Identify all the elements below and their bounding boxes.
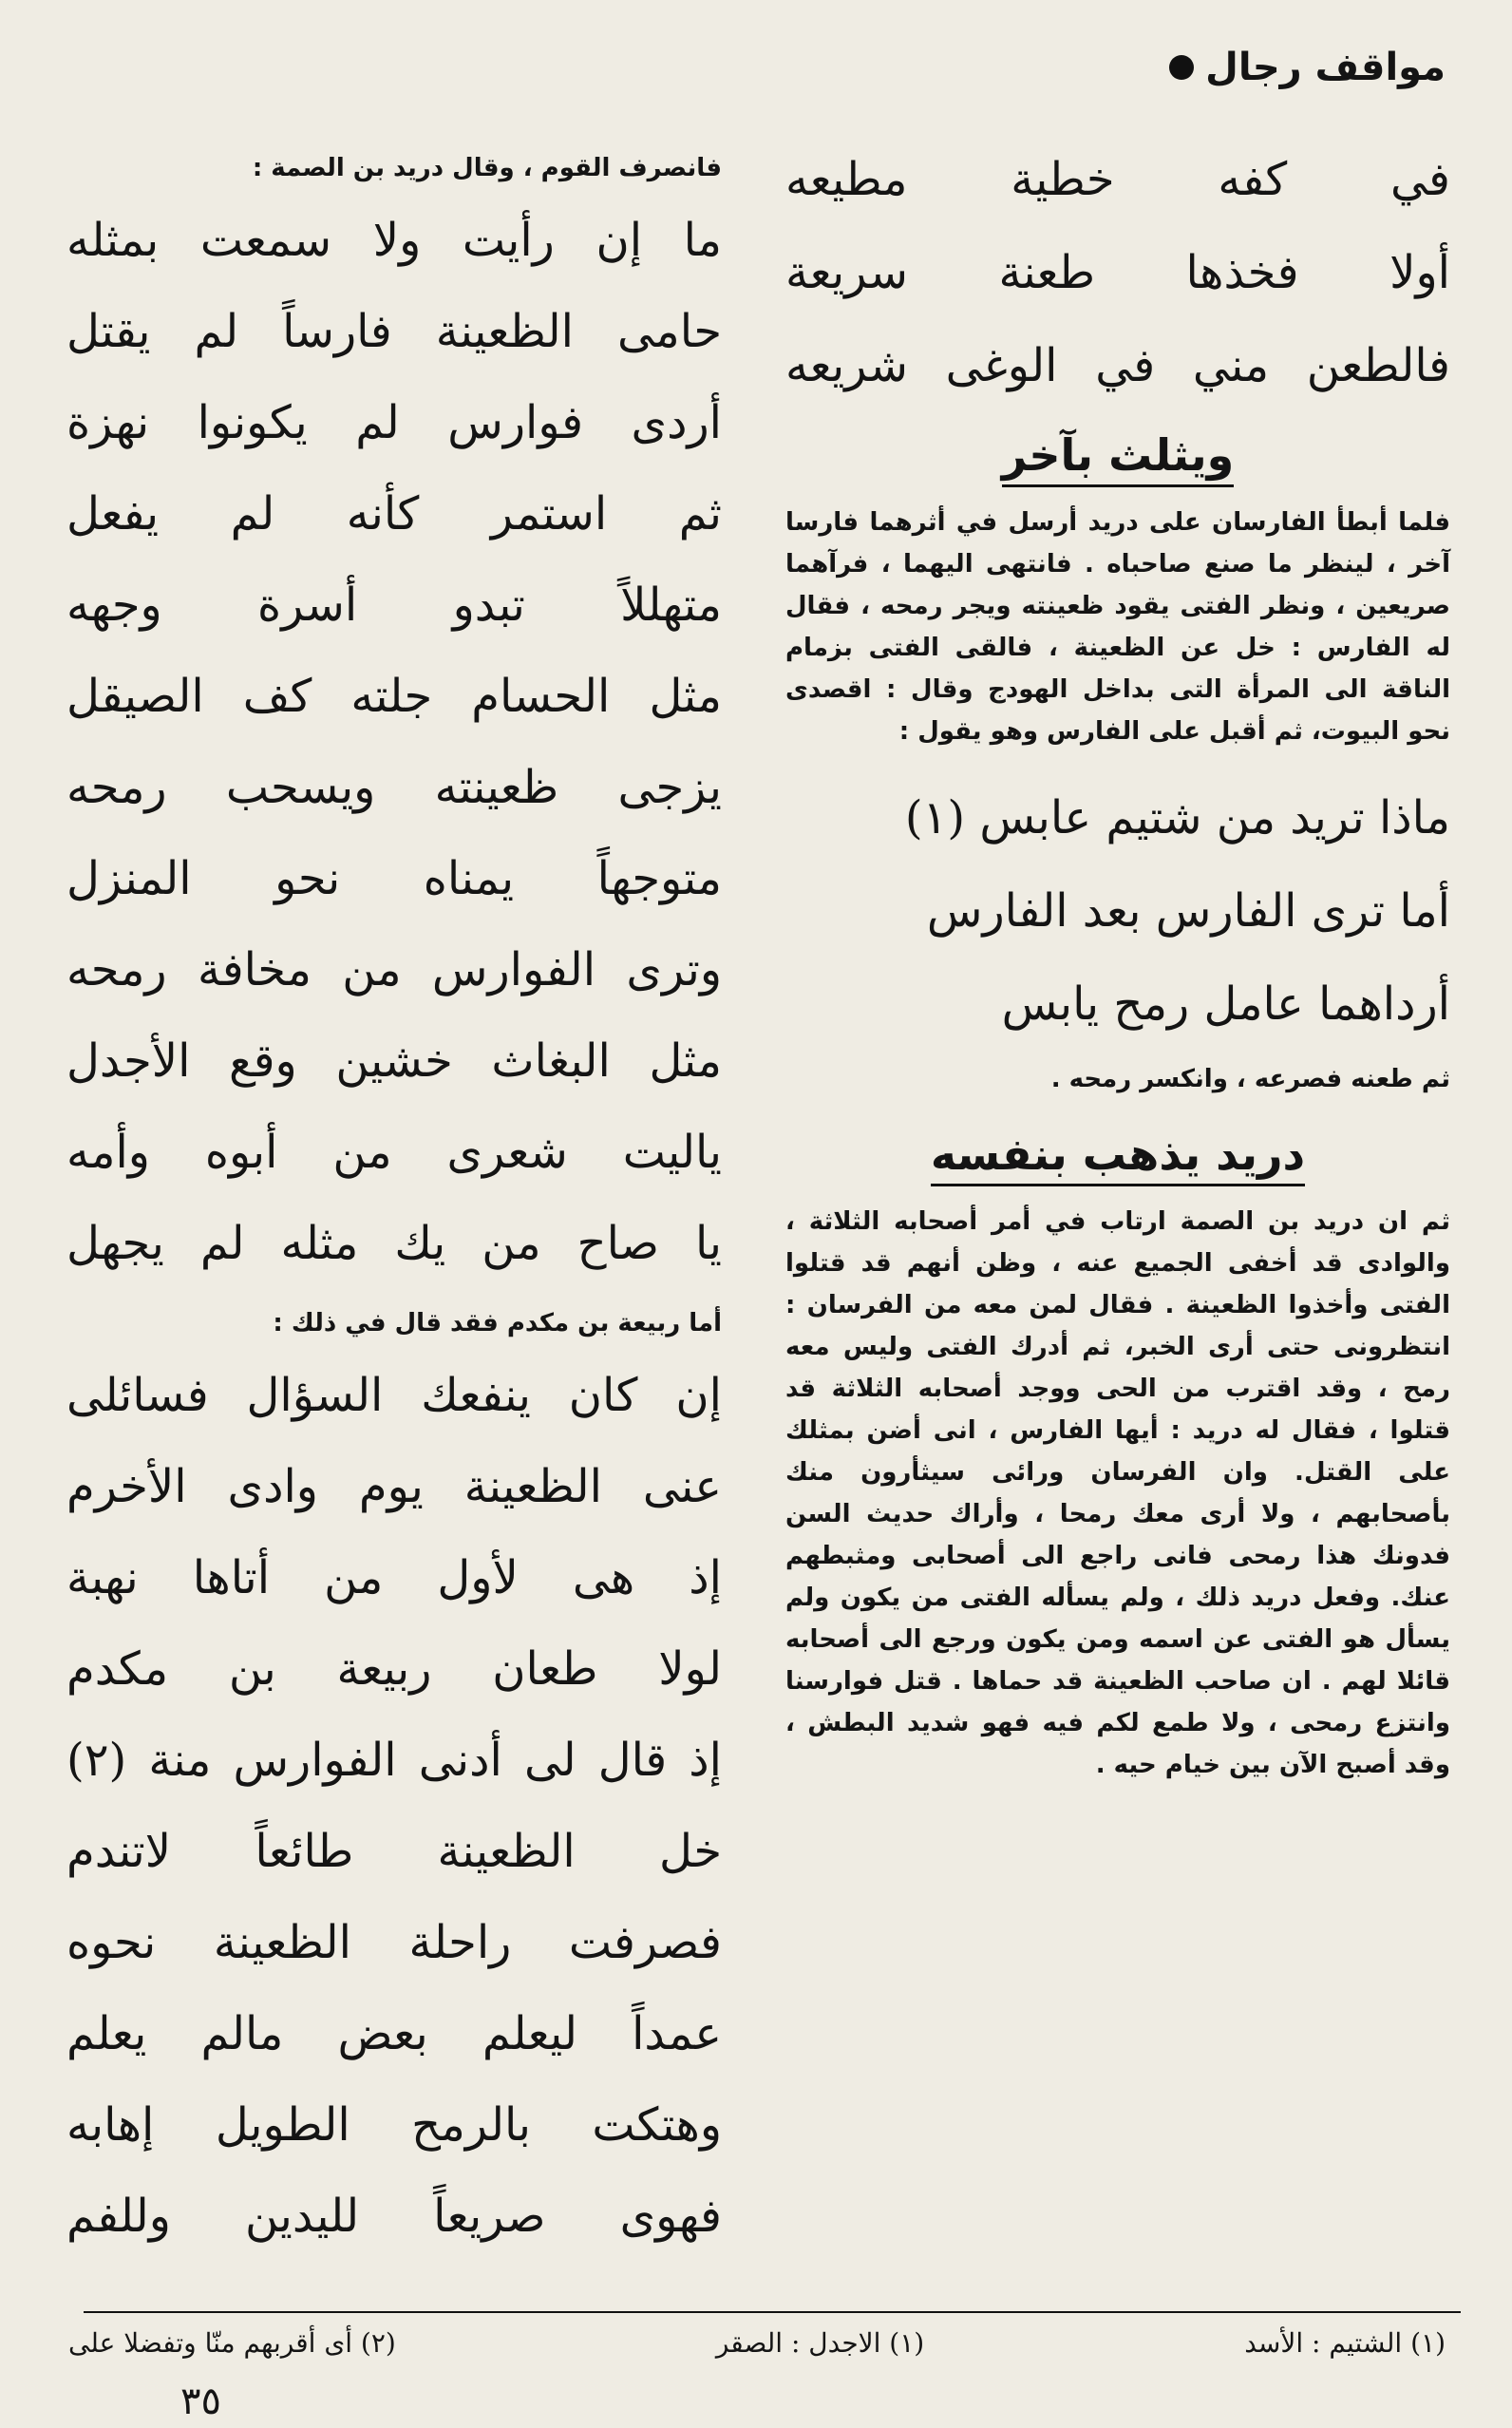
verse-line: فهوى صريعاً لليدين وللفم — [66, 2190, 722, 2243]
top-verses — [785, 133, 1450, 412]
poem-intro: أما ربيعة بن مكدم فقد قال في ذلك : — [273, 1309, 722, 1337]
section-title: دريد يذهب بنفسه — [785, 1129, 1450, 1180]
header-title: مواقف رجال — [1205, 46, 1446, 89]
verse-line: عنى الظعينة يوم وادى الأخرم — [66, 1460, 722, 1513]
verse-line: ما إن رأيت ولا سمعت بمثله — [66, 214, 722, 267]
verse-line: مثل الحسام جلته كف الصيقل — [66, 670, 722, 723]
verse-line: ياليت شعرى من أبوه وأمه — [66, 1126, 722, 1179]
verse-line: ثم استمر كأنه لم يفعل — [66, 487, 722, 541]
verse-line: أولا فخذها طعنة سريعة — [785, 246, 1450, 299]
verse-line: أردى فوارس لم يكونوا نهزة — [66, 396, 722, 449]
bullet-icon — [1169, 55, 1194, 80]
verse-line: يا صاح من يك مثله لم يجهل — [66, 1217, 722, 1270]
footnote: (١) الاجدل : الصقر — [715, 2327, 925, 2359]
footnote: (١) الشتيم : الأسد — [1244, 2327, 1446, 2359]
verse-line: إن كان ينفعك السؤال فسائلى — [66, 1369, 722, 1422]
verse-line: حامى الظعينة فارساً لم يقتل — [66, 305, 722, 358]
verse-line: خل الظعينة طائعاً لاتندم — [66, 1825, 722, 1878]
right-column — [785, 133, 1450, 1786]
inline-verses — [785, 771, 1450, 1051]
verse-line: لولا طعان ربيعة بن مكدم — [66, 1642, 722, 1696]
footnote-divider — [84, 2311, 1461, 2313]
verse-line: أرداهما عامل رمح يابس — [1001, 977, 1450, 1031]
verse-line: يزجى ظعينته ويسحب رمحه — [66, 761, 722, 814]
verse-line: فالطعن مني في الوغى شريعه — [785, 339, 1450, 392]
section-paragraph: فلما أبطأ الفارسان على دريد أرسل في أثرهما فارسا آخر ، لينظر ما صنع صاحباه . فانتهى اليهما ، فرآهما صريعين ، ونظر الفتى يقود ظعينته ويجر رمحه ، فقال له الفارس : خل عن الظعينة ، فالقى الفتى بزمام الناقة الى المرأة التى بداخل الهودج وقال : اقصدى نحو البيوت، ثم أقبل على الفارس وهو يقول : — [785, 508, 1450, 746]
verse-line: فصرفت راحلة الظعينة نحوه — [66, 1916, 722, 1969]
verse-line: ماذا تريد من شتيم عابس (١) — [904, 791, 1450, 844]
section-title: ويثلث بآخر — [785, 429, 1450, 481]
poem-1 — [66, 195, 722, 1289]
running-header — [1169, 46, 1446, 89]
verse-line: إذ قال لى أدنى الفوارس منة (٢) — [66, 1734, 722, 1787]
verse-line: أما ترى الفارس بعد الفارس — [926, 884, 1450, 938]
left-column — [66, 147, 722, 2262]
section-closing: ثم طعنه فصرعه ، وانكسر رمحه . — [1050, 1065, 1450, 1093]
verse-line: في كفه خطية مطيعه — [785, 153, 1450, 206]
verse-line: وترى الفوارس من مخافة رمحه — [66, 943, 722, 996]
page-number: ٣٥ — [180, 2380, 221, 2423]
verse-line: مثل البغاث خشين وقع الأجدل — [66, 1034, 722, 1088]
verse-line: إذ هى لأول من أتاها نهبة — [66, 1551, 722, 1604]
verse-line: متهللاً تبدو أسرة وجهه — [66, 579, 722, 632]
footnote: (٢) أى أقربهم منّا وتفضلا على — [68, 2327, 396, 2359]
poem-intro: فانصرف القوم ، وقال دريد بن الصمة : — [252, 154, 722, 182]
verse-line: متوجهاً يمناه نحو المنزل — [66, 852, 722, 905]
footnotes — [68, 2327, 1446, 2359]
poem-2 — [66, 1350, 722, 2262]
section-paragraph: ثم ان دريد بن الصمة ارتاب في أمر أصحابه الثلاثة ، والوادى قد أخفى الجميع عنه ، وظن أنهم قد قتلوا الفتى وأخذوا الظعينة . فقال لمن معه من الفرسان : انتظرونى حتى أرى الخبر، ثم أدرك الفتى وليس معه رمح ، وقد اقترب من الحى ووجد أصحابه الثلاثة قد قتلوا ، فقال له دريد : أيها الفارس ، انى أضن بمثلك على القتل. وان الفرسان ورائى سيثأرون منك بأصحابهم ، ولا أرى معك رمحا ، وأراك حديث السن فدونك هذا رمحى فانى راجع الى أصحابى ومثبطهم عنك. وفعل دريد ذلك ، ولم يسأله الفتى من يكون ولم يسأل هو الفتى عن اسمه ومن يكون ورجع الى أصحابه قائلا لهم . ان صاحب الظعينة قد حماها . قتل فوارسنا وانتزع رمحى ، ولا طمع لكم فيه فهو شديد البطش ، وقد أصبح الآن بين خيام حيه . — [785, 1207, 1450, 1779]
verse-line: وهتكت بالرمح الطويل إهابه — [66, 2098, 722, 2152]
verse-line: عمداً ليعلم بعض مالم يعلم — [66, 2007, 722, 2060]
